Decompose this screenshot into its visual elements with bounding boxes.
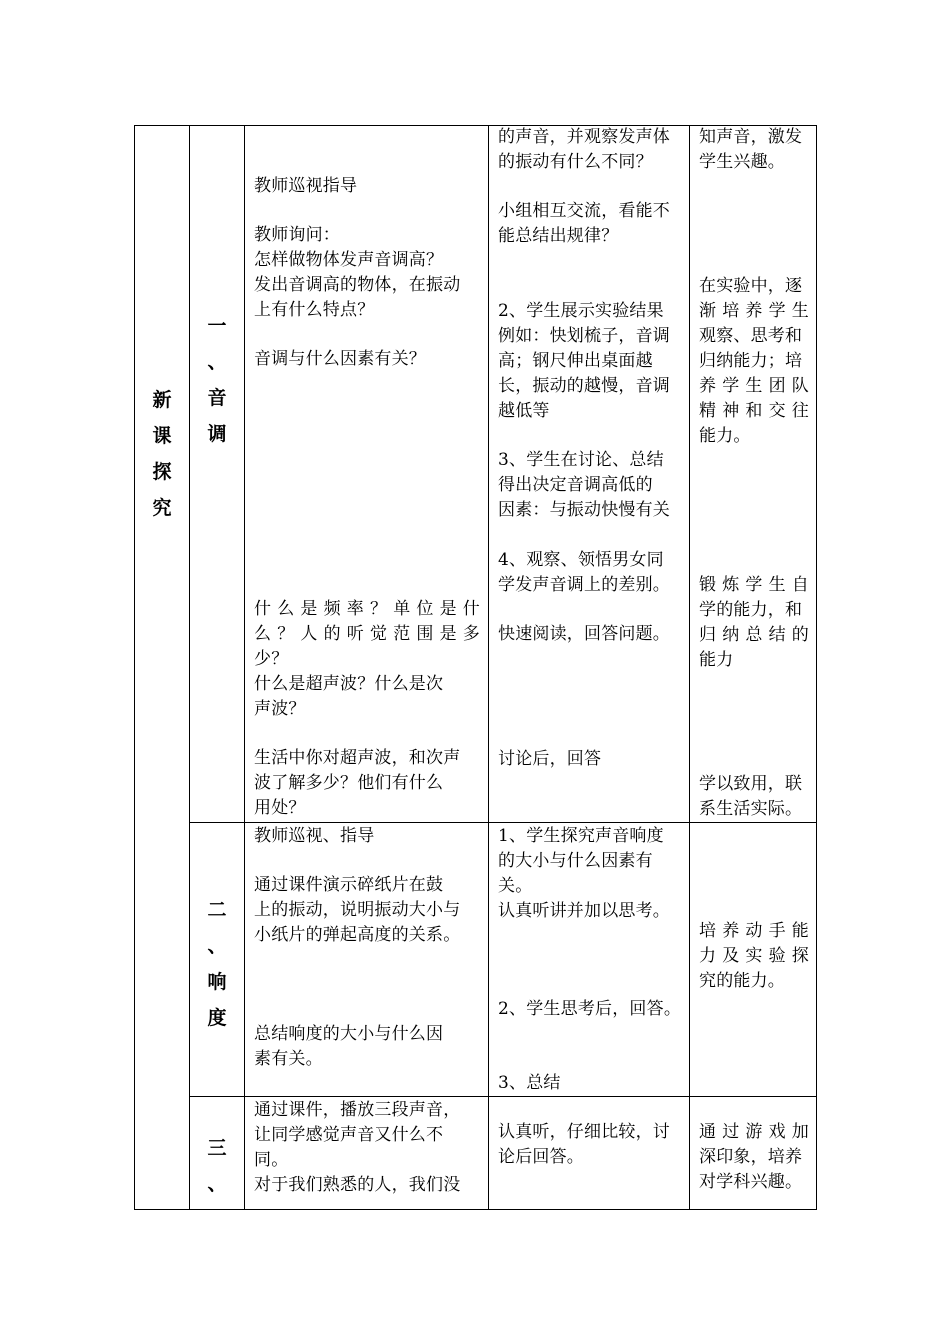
subsection-label-char: 、 [207, 1173, 227, 1195]
design-purpose-cell [699, 1120, 809, 1195]
row-divider-2 [189, 1096, 817, 1097]
text-line: 精神和交往 [699, 401, 809, 421]
student-activity-cell [498, 1120, 682, 1170]
text-line: 素有关。 [254, 1049, 323, 1069]
text-line: 越低等 [498, 401, 550, 421]
text-line: 通过课件演示碎纸片在鼓 [254, 875, 444, 895]
student-activity-cell [498, 747, 682, 772]
text-line: 通过课件，播放三段声音， [254, 1100, 461, 1120]
text-line: 通过游戏加 [699, 1122, 809, 1142]
student-activity-cell [498, 824, 682, 924]
subsection-label-char: 、 [207, 935, 227, 957]
text-line: 音调与什么因素有关？ [254, 349, 426, 369]
table-bottom-border [134, 1209, 817, 1210]
subsection-label-char: 一 [207, 315, 227, 337]
text-line: 的振动有什么不同？ [498, 152, 653, 172]
design-purpose-cell [699, 772, 809, 822]
section-label-char: 课 [152, 425, 172, 447]
text-line: 例如：快划梳子，音调 [498, 326, 670, 346]
design-purpose-cell [699, 919, 809, 994]
subsection-label-loudness [197, 892, 237, 1036]
text-line: 因素：与振动快慢有关 [498, 500, 670, 520]
text-line: 在实验中，逐 [699, 276, 803, 296]
text-line: 关。 [498, 876, 533, 896]
text-line: 少？ [254, 649, 289, 669]
text-line: 讨论后，回答 [498, 749, 602, 769]
text-line: 2、学生展示实验结果 [498, 301, 664, 321]
text-line: 4、观察、领悟男女同 [498, 550, 664, 570]
section-label-char: 究 [152, 497, 172, 519]
text-line: 能力。 [699, 426, 751, 446]
text-line: 对于我们熟悉的人，我们没 [254, 1175, 461, 1195]
column-divider-4 [689, 125, 690, 1210]
text-line: 认真听，仔细比较，讨 [498, 1122, 670, 1142]
text-line: 生活中你对超声波，和次声 [254, 748, 461, 768]
text-line: 声波？ [254, 699, 306, 719]
text-line: 能总结出规律？ [498, 226, 619, 246]
text-line: 锻炼学生自 [699, 575, 809, 595]
text-line: 小组相互交流，看能不 [498, 201, 670, 221]
teacher-activity-cell [254, 597, 480, 821]
teacher-activity-cell [254, 1022, 480, 1072]
student-activity-cell [498, 1071, 682, 1096]
text-line: 得出决定音调高低的 [498, 475, 653, 495]
text-line: 能力 [699, 650, 734, 670]
text-line: 3、总结 [498, 1073, 561, 1093]
text-line: 究的能力。 [699, 971, 785, 991]
text-line: 用处？ [254, 798, 306, 818]
column-divider-3 [488, 125, 489, 1210]
text-line: 学以致用，联 [699, 774, 803, 794]
text-line: 的大小与什么因素有 [498, 851, 653, 871]
column-divider-1 [189, 125, 190, 1210]
text-line: 同。 [254, 1150, 289, 1170]
subsection-label-char: 响 [207, 971, 227, 993]
text-line: 知声音，激发 [699, 127, 803, 147]
text-line: 学发声音调上的差别。 [498, 575, 670, 595]
text-line: 归纳能力；培 [699, 351, 803, 371]
text-line: 3、学生在讨论、总结 [498, 450, 664, 470]
text-line: 总结响度的大小与什么因 [254, 1024, 444, 1044]
section-label-char: 探 [152, 461, 172, 483]
text-line: 教师询问： [254, 225, 340, 245]
subsection-label-char: 三 [207, 1137, 227, 1159]
text-line: 力及实验探 [699, 946, 809, 966]
text-line: 学生兴趣。 [699, 152, 785, 172]
text-line: 让同学感觉声音又什么不 [254, 1125, 444, 1145]
text-line: 的声音，并观察发声体 [498, 127, 670, 147]
teacher-activity-cell [254, 174, 480, 372]
student-activity-cell [498, 125, 682, 249]
text-line: 教师巡视指导 [254, 176, 358, 196]
teacher-activity-cell [254, 824, 480, 948]
text-line: 观察、思考和 [699, 326, 803, 346]
subsection-label-char: 音 [207, 387, 227, 409]
text-line: 怎样做物体发声音调高？ [254, 250, 444, 270]
student-activity-cell [498, 997, 682, 1022]
teacher-activity-cell [254, 1098, 480, 1198]
table-right-border [816, 125, 817, 1210]
text-line: 深印象，培养 [699, 1147, 803, 1167]
section-label [142, 382, 182, 526]
design-purpose-cell [699, 274, 809, 449]
text-line: 长，振动的越慢，音调 [498, 376, 670, 396]
text-line: 论后回答。 [498, 1147, 584, 1167]
section-label-char: 新 [152, 389, 172, 411]
subsection-label-char: 二 [207, 899, 227, 921]
text-line: 高；钢尺伸出桌面越 [498, 351, 653, 371]
subsection-label-char: 调 [207, 423, 227, 445]
text-line: 系生活实际。 [699, 799, 803, 819]
text-line: 什么是超声波？什么是次 [254, 674, 444, 694]
text-line: 认真听讲并加以思考。 [498, 901, 670, 921]
text-line: 发出音调高的物体，在振动 [254, 275, 461, 295]
table-left-border [134, 125, 135, 1210]
subsection-label-pitch [197, 308, 237, 452]
text-line: 教师巡视、指导 [254, 826, 375, 846]
subsection-label-char: 、 [207, 351, 227, 373]
row-divider-1 [189, 822, 817, 823]
text-line: 小纸片的弹起高度的关系。 [254, 925, 461, 945]
text-line: 波了解多少？他们有什么 [254, 773, 444, 793]
text-line: 快速阅读，回答问题。 [498, 624, 670, 644]
text-line: 培养动手能 [699, 921, 809, 941]
text-line: 么？人的听觉范围是多 [254, 624, 480, 644]
subsection-label-char: 度 [207, 1007, 227, 1029]
text-line: 上有什么特点？ [254, 300, 375, 320]
subsection-label-three [197, 1130, 237, 1202]
text-line: 对学科兴趣。 [699, 1172, 803, 1192]
text-line: 上的振动，说明振动大小与 [254, 900, 461, 920]
text-line: 学的能力，和 [699, 600, 803, 620]
text-line: 归纳总结的 [699, 625, 809, 645]
text-line: 渐培养学生 [699, 301, 809, 321]
text-line: 养学生团队 [699, 376, 809, 396]
column-divider-2 [244, 125, 245, 1210]
text-line: 2、学生思考后，回答。 [498, 999, 682, 1019]
student-activity-cell [498, 548, 682, 647]
text-line: 什么是频率？单位是什 [254, 599, 480, 619]
design-purpose-cell [699, 573, 809, 673]
text-line: 1、学生探究声音响度 [498, 826, 664, 846]
student-activity-cell [498, 299, 682, 523]
design-purpose-cell [699, 125, 809, 175]
